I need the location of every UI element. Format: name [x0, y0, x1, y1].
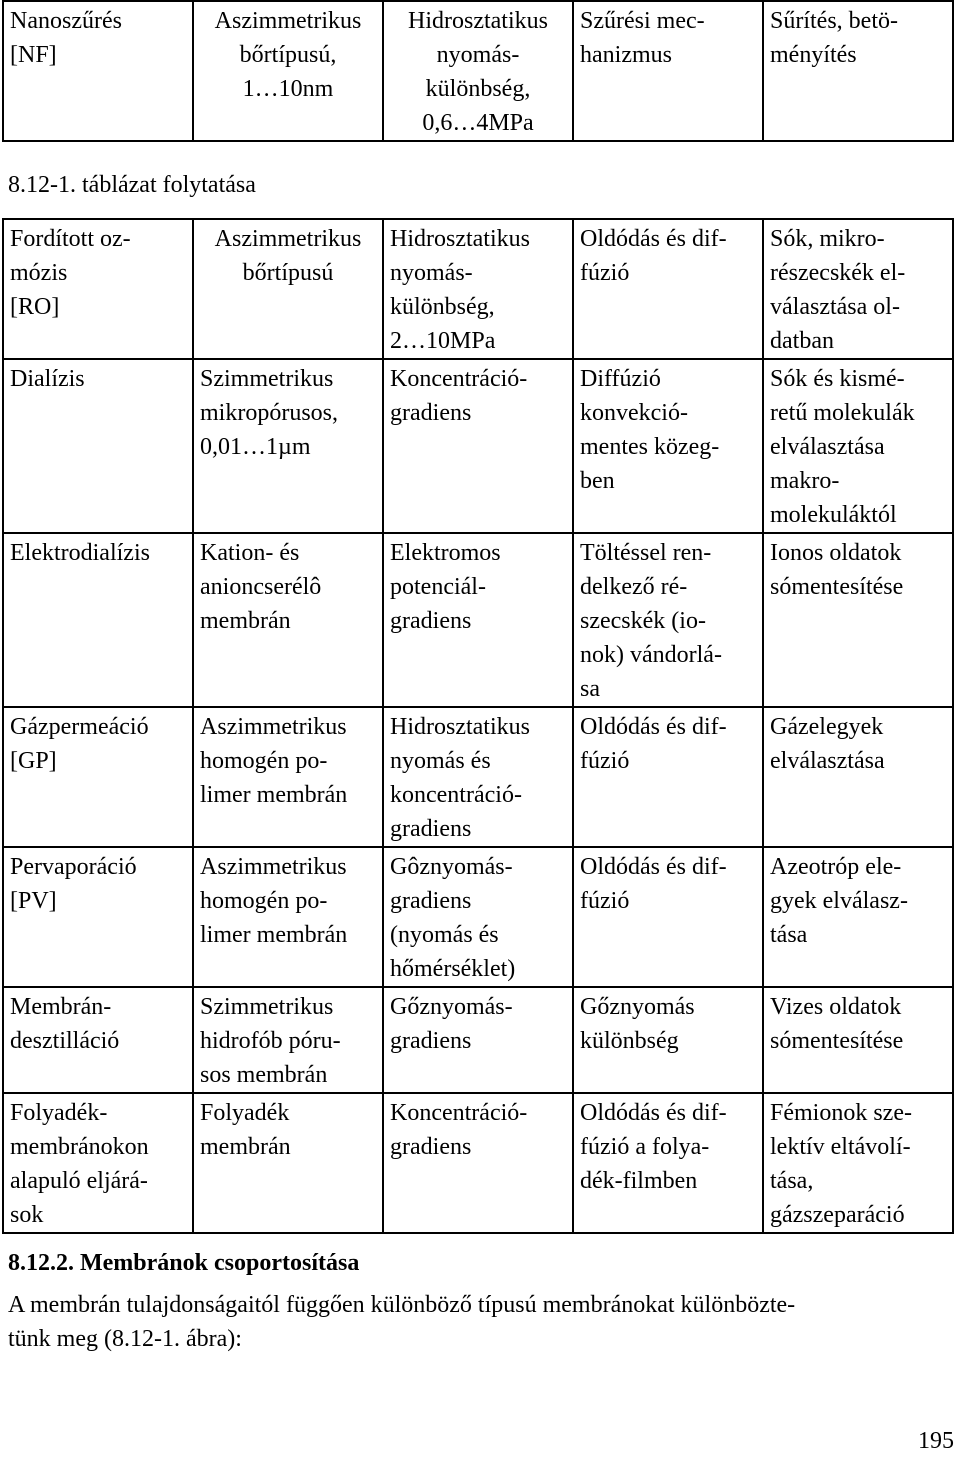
cell-mechanism: Diffúzió konvekció- mentes közeg- ben — [573, 359, 763, 533]
table-caption: 8.12-1. táblázat folytatása — [8, 172, 256, 198]
table-row — [3, 847, 953, 987]
cell-membrane: Folyadék membrán — [193, 1093, 383, 1233]
cell-driving-force: Hidrosztatikus nyomás és koncentráció- gradiens — [383, 707, 573, 847]
cell-application: Gázelegyek elválasztása — [763, 707, 953, 847]
table-row — [3, 219, 953, 359]
table-row — [3, 359, 953, 533]
cell-driving-force: Gőznyomás- gradiens — [383, 987, 573, 1093]
table-row — [3, 1093, 953, 1233]
cell-process: Dialízis — [3, 359, 193, 533]
cell-driving-force: Gôznyomás- gradiens (nyomás és hőmérséklet) — [383, 847, 573, 987]
cell-membrane: Aszimmetrikus bőrtípusú — [193, 219, 383, 359]
cell-process: Gázpermeáció [GP] — [3, 707, 193, 847]
table-row — [3, 1, 953, 141]
cell-membrane: Szimmetrikus mikropórusos, 0,01…1µm — [193, 359, 383, 533]
cell-membrane: Aszimmetrikus bőrtípusú, 1…10nm — [193, 1, 383, 141]
cell-membrane: Kation- és anioncserélô membrán — [193, 533, 383, 707]
cell-application: Azeotróp ele- gyek elválasz- tása — [763, 847, 953, 987]
page-number: 195 — [918, 1428, 954, 1454]
cell-driving-force: Hidrosztatikus nyomás- különbség, 2…10MPa — [383, 219, 573, 359]
cell-membrane: Szimmetrikus hidrofób póru- sos membrán — [193, 987, 383, 1093]
cell-driving-force: Koncentráció- gradiens — [383, 1093, 573, 1233]
cell-mechanism: Oldódás és dif- fúzió — [573, 219, 763, 359]
cell-application: Sűrítés, betö- ményítés — [763, 1, 953, 141]
cell-mechanism: Szűrési mec- hanizmus — [573, 1, 763, 141]
cell-process: Nanoszűrés [NF] — [3, 1, 193, 141]
table-row — [3, 533, 953, 707]
section-heading: 8.12.2. Membránok csoportosítása — [8, 1250, 360, 1276]
cell-application: Sók és kismé- retű molekulák elválasztása makro- molekuláktól — [763, 359, 953, 533]
table-top-fragment — [2, 0, 954, 142]
cell-membrane: Aszimmetrikus homogén po- limer membrán — [193, 847, 383, 987]
table-continued — [2, 218, 954, 1234]
cell-application: Fémionok sze- lektív eltávolí- tása, gázszeparáció — [763, 1093, 953, 1233]
cell-mechanism: Töltéssel ren- delkező ré- szecskék (io- nok) vándorlá- sa — [573, 533, 763, 707]
cell-process: Folyadék- membránokon alapuló eljárá- sok — [3, 1093, 193, 1233]
cell-driving-force: Hidrosztatikus nyomás- különbség, 0,6…4MPa — [383, 1, 573, 141]
cell-application: Ionos oldatok sómentesítése — [763, 533, 953, 707]
cell-driving-force: Elektromos potenciál- gradiens — [383, 533, 573, 707]
cell-process: Membrán- desztilláció — [3, 987, 193, 1093]
cell-membrane: Aszimmetrikus homogén po- limer membrán — [193, 707, 383, 847]
cell-application: Vizes oldatok sómentesítése — [763, 987, 953, 1093]
cell-application: Sók, mikro- részecskék el- választása ol- datban — [763, 219, 953, 359]
cell-process: Pervaporáció [PV] — [3, 847, 193, 987]
cell-process: Elektrodialízis — [3, 533, 193, 707]
cell-driving-force: Koncentráció- gradiens — [383, 359, 573, 533]
cell-process: Fordított oz- mózis [RO] — [3, 219, 193, 359]
cell-mechanism: Oldódás és dif- fúzió — [573, 707, 763, 847]
table-row — [3, 707, 953, 847]
body-paragraph: A membrán tulajdonságaitól függően különböző típusú membránokat különbözte- tünk meg (8.12-1. ábra): — [8, 1292, 796, 1352]
cell-mechanism: Oldódás és dif- fúzió a folya- dék-filmben — [573, 1093, 763, 1233]
cell-mechanism: Gőznyomás különbség — [573, 987, 763, 1093]
table-row — [3, 987, 953, 1093]
cell-mechanism: Oldódás és dif- fúzió — [573, 847, 763, 987]
